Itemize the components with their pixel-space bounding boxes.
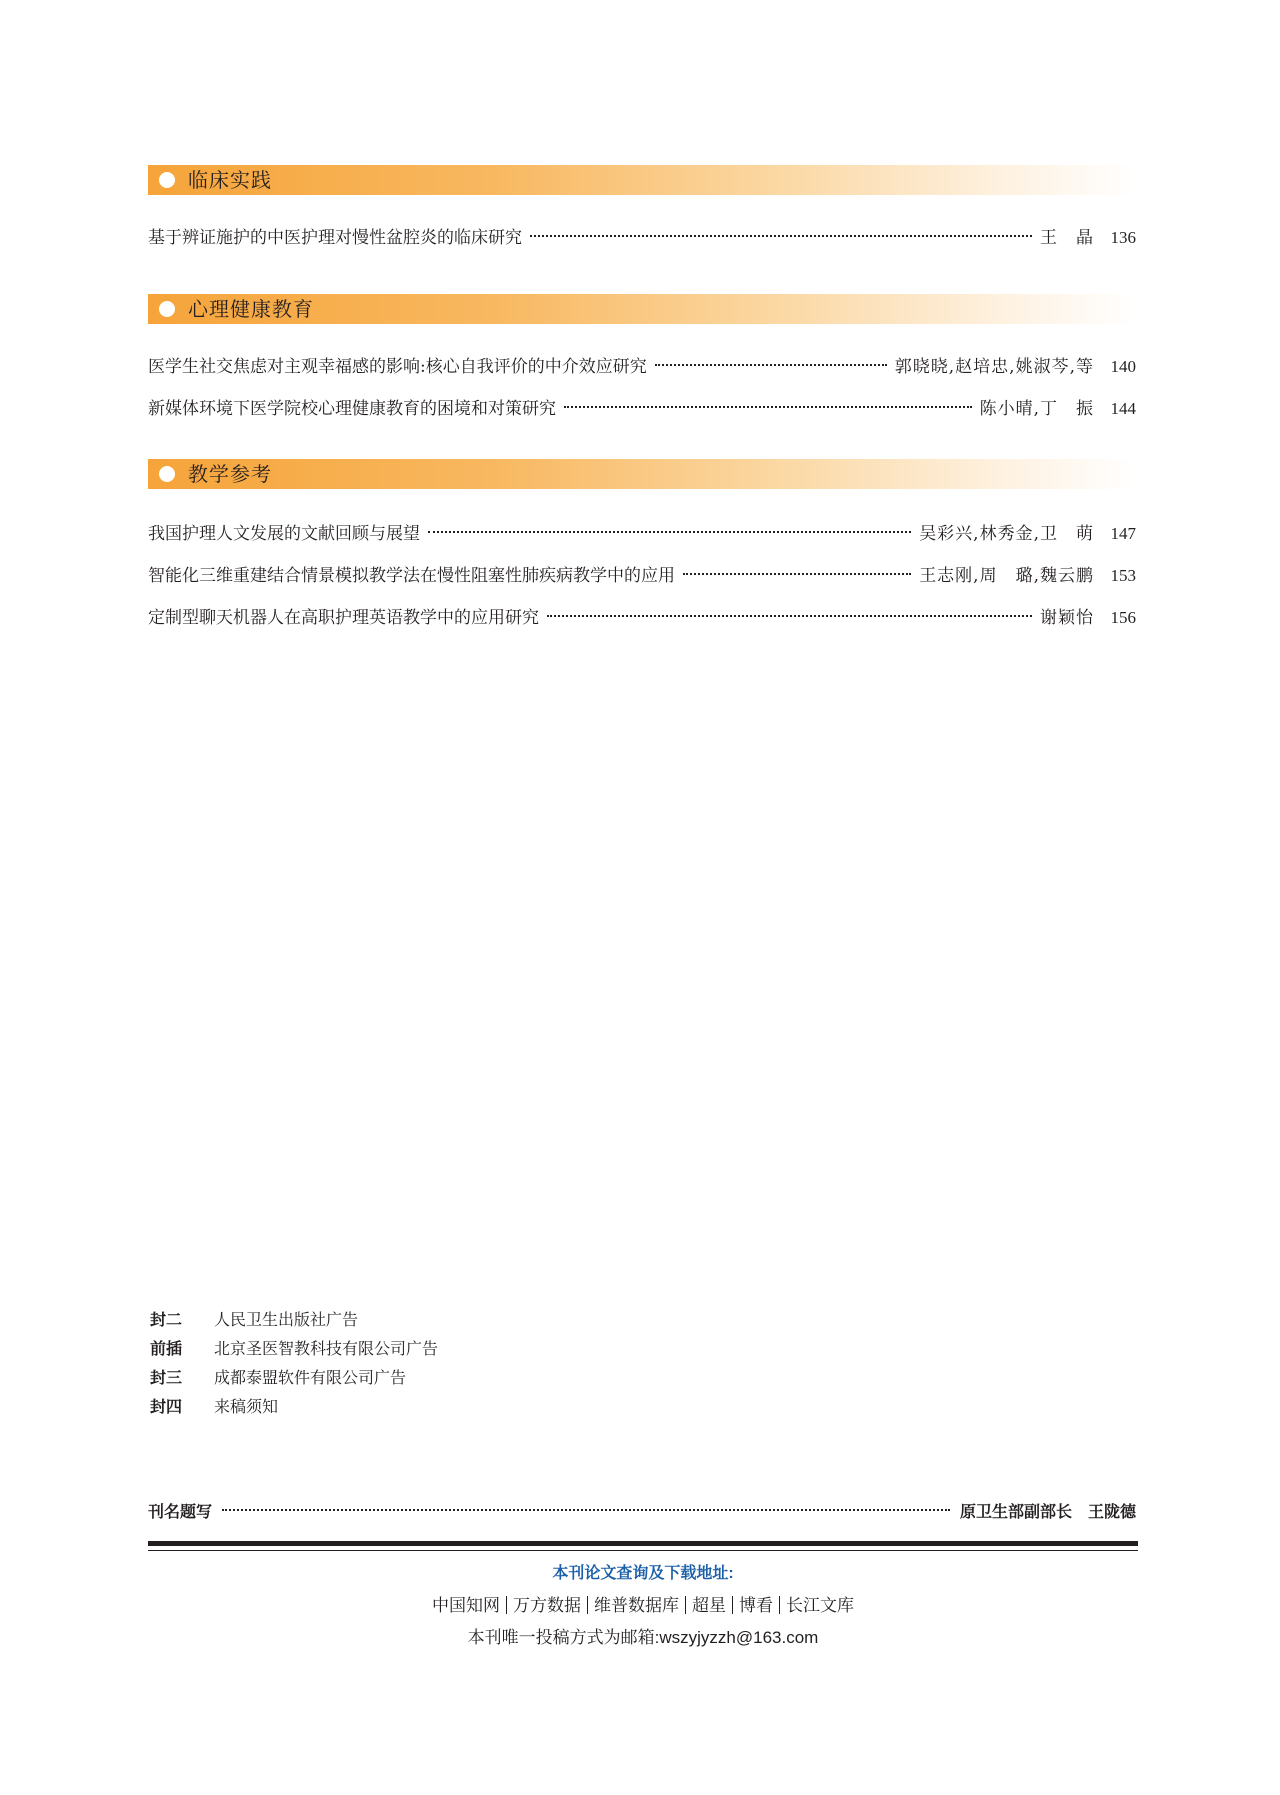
article-authors: 陈小晴,丁 振 — [979, 399, 1094, 419]
separator — [779, 1596, 780, 1614]
database-list — [148, 1590, 1138, 1622]
article-title: 医学生社交焦虑对主观幸福感的影响:核心自我评价的中介效应研究 — [148, 357, 647, 377]
toc-list — [148, 346, 1136, 430]
section-title: 临床实践 — [188, 168, 272, 192]
section-title: 教学参考 — [188, 462, 272, 486]
page-number: 147 — [1110, 524, 1136, 543]
ad-entry — [150, 1363, 750, 1392]
section-title: 心理健康教育 — [188, 297, 314, 321]
article-title: 基于辨证施护的中医护理对慢性盆腔炎的临床研究 — [148, 228, 522, 248]
section-header — [148, 165, 1136, 195]
footer-heading: 本刊论文查询及下载地址: — [552, 1565, 734, 1582]
database-link[interactable]: 长江文库 — [786, 1596, 854, 1615]
dot-leader — [683, 572, 911, 575]
title-calligraphy-credit — [148, 1498, 1136, 1528]
separator — [685, 1596, 686, 1614]
footer — [148, 1558, 1138, 1654]
article-title: 新媒体环境下医学院校心理健康教育的困境和对策研究 — [148, 399, 556, 419]
ad-advertiser: 人民卫生出版社广告 — [214, 1310, 359, 1329]
ad-entry — [150, 1334, 750, 1363]
bullet-dot-icon — [159, 301, 175, 317]
ad-position-label: 封四 — [150, 1399, 183, 1416]
article-title: 智能化三维重建结合情景模拟教学法在慢性阻塞性肺疾病教学中的应用 — [148, 566, 675, 586]
ad-position-label: 封三 — [150, 1370, 183, 1387]
page-number: 136 — [1110, 228, 1136, 247]
bullet-dot-icon — [159, 172, 175, 188]
database-link[interactable]: 超星 — [692, 1596, 726, 1615]
toc-entry[interactable] — [148, 597, 1136, 639]
dot-leader — [655, 363, 887, 366]
database-link[interactable]: 维普数据库 — [594, 1596, 679, 1615]
ad-position-label: 封二 — [150, 1312, 183, 1329]
toc-entry[interactable] — [148, 388, 1136, 430]
section-header — [148, 294, 1136, 324]
bullet-dot-icon — [159, 466, 175, 482]
database-link[interactable]: 万方数据 — [513, 1596, 581, 1615]
toc-entry[interactable] — [148, 217, 1136, 259]
database-link[interactable]: 中国知网 — [432, 1596, 500, 1615]
toc-entry[interactable] — [148, 513, 1136, 555]
article-authors: 郭晓晓,赵培忠,姚淑芩,等 — [894, 357, 1094, 377]
section-mental-health-education — [148, 294, 1136, 430]
separator — [506, 1596, 507, 1614]
dot-leader — [222, 1509, 950, 1511]
dot-leader — [530, 234, 1032, 237]
page-number: 144 — [1110, 399, 1136, 418]
article-authors: 王志刚,周 璐,魏云鹏 — [919, 566, 1094, 586]
dot-leader — [428, 530, 911, 533]
article-authors: 谢颖怡 — [1040, 608, 1094, 628]
page-number: 140 — [1110, 357, 1136, 376]
toc-entry[interactable] — [148, 555, 1136, 597]
ad-advertiser: 成都泰盟软件有限公司广告 — [214, 1368, 407, 1387]
calligraphy-credit: 原卫生部副部长 王陇德 — [959, 1504, 1136, 1521]
section-header — [148, 459, 1136, 489]
toc-list — [148, 217, 1136, 259]
ad-entry — [150, 1392, 750, 1421]
dot-leader — [564, 405, 972, 408]
ad-advertiser: 来稿须知 — [214, 1397, 279, 1416]
ad-advertiser: 北京圣医智教科技有限公司广告 — [214, 1339, 439, 1358]
divider-thick — [148, 1541, 1138, 1546]
toc-list — [148, 513, 1136, 639]
divider-thin — [148, 1550, 1138, 1551]
article-authors: 王 晶 — [1040, 228, 1094, 248]
calligraphy-label: 刊名题写 — [148, 1504, 213, 1521]
dot-leader — [547, 614, 1032, 617]
page-number: 153 — [1110, 566, 1136, 585]
toc-entry[interactable] — [148, 346, 1136, 388]
section-teaching-reference — [148, 459, 1136, 639]
separator — [587, 1596, 588, 1614]
article-title: 我国护理人文发展的文献回顾与展望 — [148, 524, 420, 544]
ad-position-label: 前插 — [150, 1341, 183, 1358]
advertiser-index — [150, 1305, 750, 1421]
article-authors: 吴彩兴,林秀金,卫 萌 — [919, 524, 1094, 544]
submission-email: 本刊唯一投稿方式为邮箱:wszyjyzzh@163.com — [467, 1628, 819, 1647]
page-number: 156 — [1110, 608, 1136, 627]
ad-entry — [150, 1305, 750, 1334]
article-title: 定制型聊天机器人在高职护理英语教学中的应用研究 — [148, 608, 539, 628]
separator — [732, 1596, 733, 1614]
database-link[interactable]: 博看 — [739, 1596, 773, 1615]
section-clinical-practice — [148, 165, 1136, 259]
